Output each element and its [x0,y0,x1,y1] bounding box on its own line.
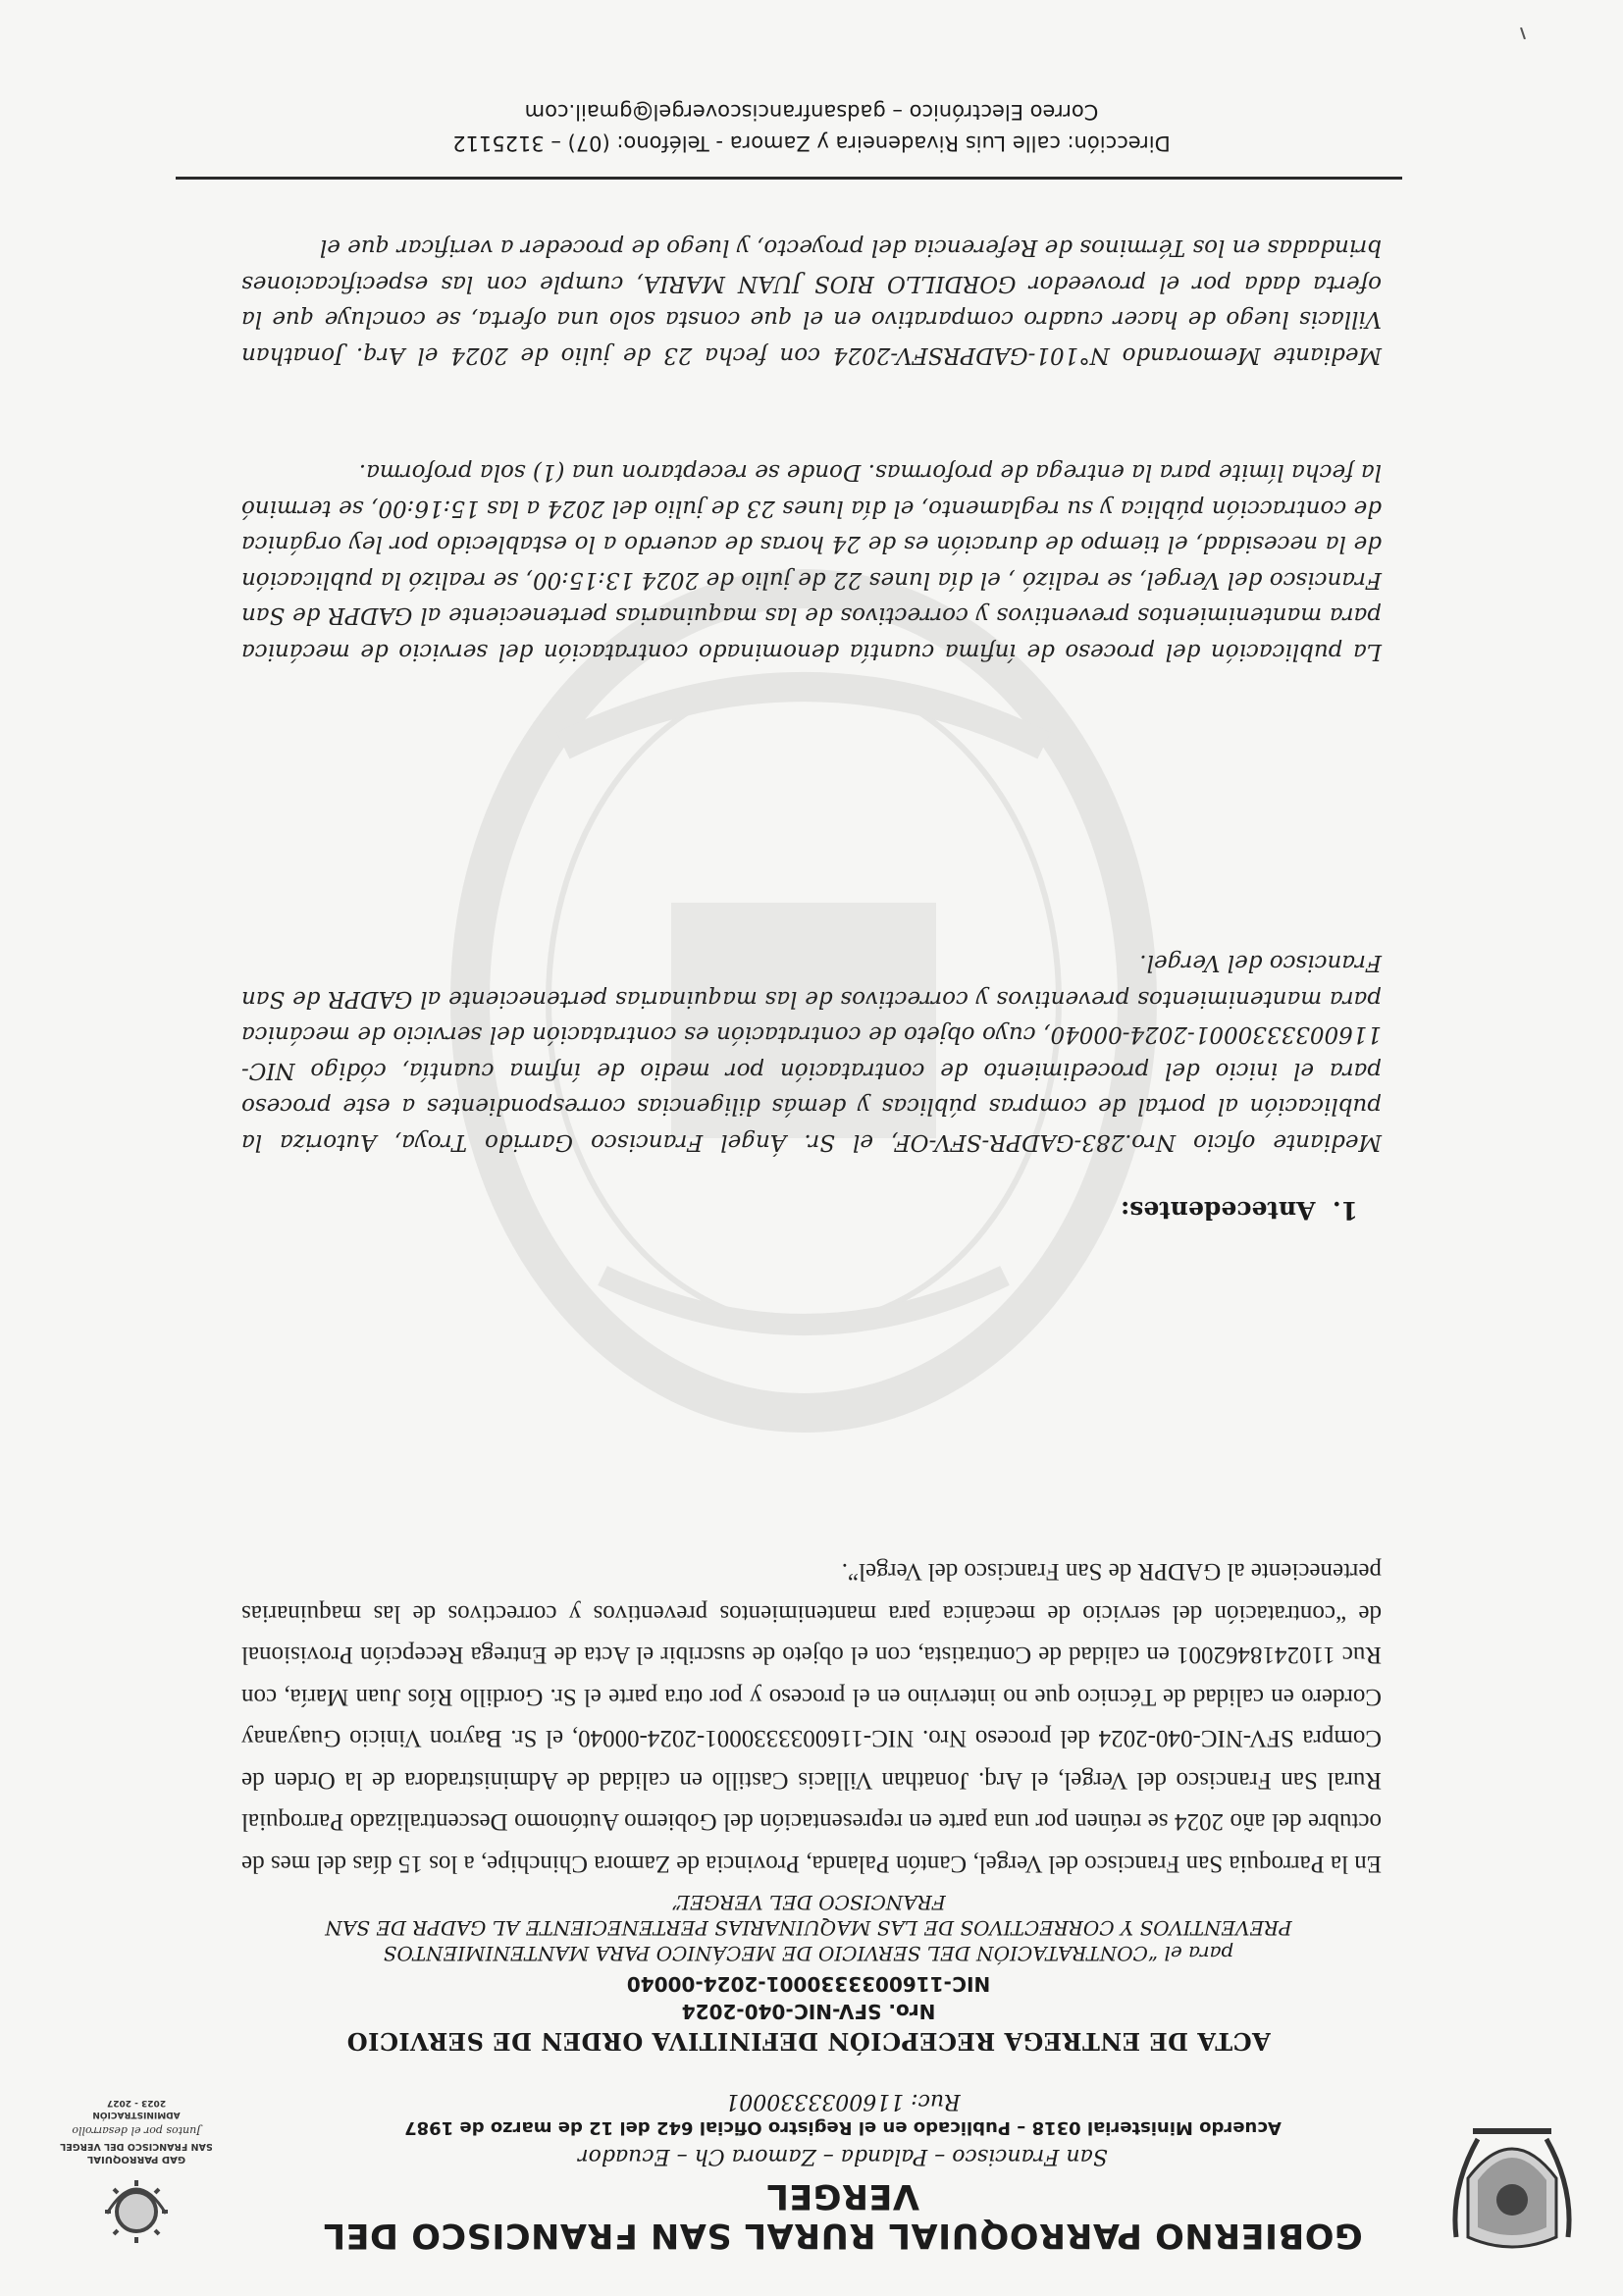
process-code: NIC-1160033330001-2024-00040 [626,1972,991,1996]
institution-ruc: Ruc: 1160033330001 [725,2089,961,2113]
scan-speck-icon [1519,27,1527,39]
institution-name: GOBIERNO PARROQUIAL RURAL SAN FRANCISCO DEL VERGEL [323,2176,1363,2255]
seal-motto: Juntos por el desarrollo [72,2124,201,2137]
gad-administration-seal-icon [53,2086,220,2253]
section-number: 1. [1332,1196,1358,1225]
section-title: Antecedentes: [1120,1196,1316,1225]
paragraph: Mediante Memorando N°101-GADPRSFV-2024 con fecha 23 de julio de 2024 el Arq. Jonathan Villacis luego de hacer cuadro comparativo en el que consta solo una oferta, se concluye que la oferta dada por el proveedor GORDILLO RIOS JUAN MARIA, cumple con las especificaciones brindadas en los Términos de Referencia del proyecto, y luego de proceder a verificar que el [241,235,1382,368]
footer-address: Dirección: calle Luis Rivadeneira y Zamora - Teléfono: (07) – 3125112 [452,131,1171,155]
paragraph: Mediante oficio Nro.283-GADPR-SFV-OF, el Sr. Ángel Francisco Garrido Troya, Autoriza la publicación al portal de compras públicas y demás diligencias correspondientes a este proceso para el inicio del procedimiento de contratación por medio de ínfima cuantía, código NIC-1160033330001-2024-00040, cuyo objeto de contratación es contratación del servicio de mecánica para mantenimientos preventivos y correctivos de las maquinarias perteneciente al GADPR de San Francisco del Vergel. [241,950,1382,1155]
paragraph: La publicación del proceso de ínfima cuantía denominado contratación del servicio de mecánica para mantenimientos preventivos y correctivos de las maquinarias perteneciente al GADPR de San Francisco del Vergel, se realizó , el día lunes 22 de julio de 2024 13:15:00, se realizó la publicación de la necesidad, el tiempo de duración es de 24 horas de acuerdo a lo establecido por ley orgánica de contracción pública y su reglamento, el día lunes 23 de julio del 2024 a las 15:16:00, se terminó la fecha límite para la entrega de proformas. Donde se receptaron una (1) sola proforma. [241,459,1382,664]
letterhead [259,2089,1427,2255]
document-number: Nro. SFV-NIC-040-2024 [681,2000,936,2023]
seal-line-2: SAN FRANCISCO DEL VERGEL [60,2141,213,2152]
ministerial-agreement: Acuerdo Ministerial 0318 – Publicado en el Registro Oficial 642 del 12 de marzo de 1987 [404,2117,1282,2138]
document-title: ACTA DE ENTREGA RECEPCIÓN DEFINITIVA ORDEN DE SERVICIO [346,2027,1271,2056]
institution-location: San Francisco – Palanda – Zamora Ch – Ecuador [578,2144,1108,2168]
footer-divider [176,177,1402,180]
intro-paragraph: En la Parroquia San Francisco del Vergel, Cantón Palanda, Provincia de Zamora Chinchipe, a los 15 días del mes de octubre del año 2024 se reúnen por una parte en representación del Gobierno Autónomo Descentralizado Parroquial Rural San Francisco del Vergel, el Arq. Jonathan Villacis Castillo en calidad de Administradora de la Orden de Compra SFV-NIC-040-2024 del proceso Nro. NIC-1160033330001-2024-00040, el Sr. Bayron Vinicio Guayanay Cordero en calidad de Técnico que no intervino en el proceso y por otra parte el Sr. Gordillo Ríos Juan María, con Ruc 1102418462001 en calidad de Contratista, con el objeto de suscribir el Acta de Entrega Recepción Provisional de “contratación del servicio de mecánica para mantenimientos preventivos y correctivos de las maquinarias perteneciente al GADPR de San Francisco del Vergel”. [241,1558,1382,1877]
section-heading [1121,1196,1358,1225]
footer-email: Correo Electrónico – gadsanfranciscovergel@gmail.com [524,100,1099,124]
seal-line-1: GAD PARROQUIAL [86,2154,186,2165]
footer [0,96,1623,159]
document-title-block [230,1890,1387,2056]
seal-line-4: 2023 - 2027 [106,2098,167,2108]
seal-line-3: ADMINISTRACIÓN [92,2110,181,2119]
document-subject: para el “CONTRATACIÓN DEL SERVICIO DE MECÁNICO PARA MANTENIMIENTOS PREVENTIVOS Y CORRECTIVOS DE LAS MAQUINARIAS PERTENECIENTE AL GADPR DE SAN FRANCISCO DEL VERGEL” [325,1891,1292,1965]
parish-coat-of-arms-icon [1448,2119,1576,2257]
